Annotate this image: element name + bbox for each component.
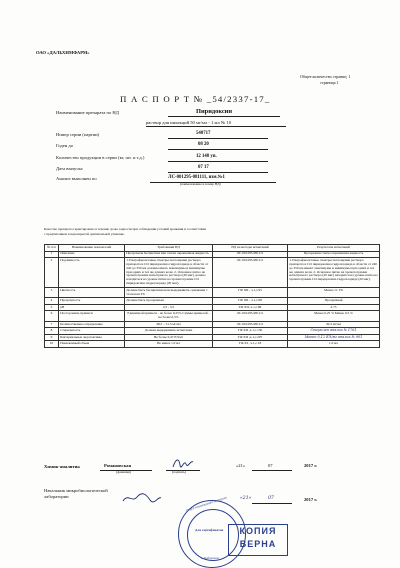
analysis-label: Анализ выполнен по	[56, 176, 97, 181]
chemist-date-day: «21»	[236, 463, 246, 468]
row-number: 1	[45, 251, 59, 258]
row-number: 9	[45, 334, 59, 341]
row-result: 1,0 мл	[288, 341, 380, 348]
table-row	[45, 311, 380, 321]
valid-until-value: 08 20	[198, 142, 209, 147]
chemist-label: Химик-аналитик	[44, 464, 80, 469]
chemist-date-month: 07	[268, 463, 273, 468]
row-result: Менее 0,12 ЕЭ/мг анализ № 901	[288, 334, 380, 341]
row-requirement: Должен выдерживать испытание	[125, 328, 213, 335]
row-method: ГФ XI , ч.1,с.18	[213, 341, 288, 348]
chemist-signature	[172, 456, 194, 470]
stamp-city: г. Хабаровск	[201, 556, 220, 560]
header-results: Результаты испытаний	[288, 245, 380, 252]
head-date-day: «21»	[240, 496, 252, 501]
row-number: 10	[45, 341, 59, 348]
row-number: 8	[45, 328, 59, 335]
row-requirement: 48,5 – 51,5 мг/мл	[125, 321, 213, 328]
row-result: Прозрачный	[288, 298, 380, 305]
row-requirement: 2,5 - 3,5	[125, 304, 213, 311]
row-indicator: Прозрачность	[59, 298, 125, 305]
row-requirement: Прозрачная бесцветная или слегка окрашенная жидкость	[125, 251, 213, 258]
row-result: 50,3 мг/мл	[288, 321, 380, 328]
head-date-year: 2017 г.	[304, 497, 318, 502]
row-result: Менее эт. Y6	[288, 287, 380, 297]
row-method: ЛС-001295-081111	[213, 321, 288, 328]
micro-head-label-2: лаборатории	[44, 494, 69, 499]
row-number: 2	[45, 258, 59, 288]
chemist-date-year: 2017 г.	[304, 463, 318, 468]
row-requirement: Единичной примеси - не более 0,25% Суммы примесей - не более 0,5%	[125, 311, 213, 321]
row-indicator: Подлинность	[59, 258, 125, 288]
analysis-table	[44, 244, 380, 348]
row-indicator: Посторонние примеси	[59, 311, 125, 321]
row-result: 2,75	[288, 304, 380, 311]
row-indicator: Количественное определение	[59, 321, 125, 328]
series-value: 540717	[196, 131, 211, 136]
table-row	[45, 287, 380, 297]
micro-head-label-1: Начальник микробиологической	[44, 488, 108, 493]
series-label: Номер серии (партии)	[56, 132, 100, 137]
row-method: ЛС-001295-081111	[213, 251, 288, 258]
row-requirement: Не более 0,47 ЕЭ/мг	[125, 334, 213, 341]
header-indicator: Наименование показателей	[59, 245, 125, 252]
row-number: 3	[45, 287, 59, 297]
drug-form-value: раствор для инъекций 50 мг/мл - 1 мл № 10	[146, 120, 231, 125]
row-method: ГФ XII, ч.1,с.89	[213, 304, 288, 311]
row-requirement: 1.Ультрафиолетовые спектры поглощения раствора препарата и СО пиридоксина гидрохлорида в области от 240 до 350 нм должны иметь максимумы и минимумы при одних и тех же длинах волн. 2. Основное пятно на хроматограмме испытуемого раствора (20 мкг) должно находиться на уровне пятна на хроматограмме СО пиридоксина гидрохлорида (20 мкг).	[125, 258, 213, 288]
head-signature	[122, 492, 162, 504]
quantity-value: 12 148 уп.	[196, 154, 217, 159]
chemist-name-caption: (фамилия)	[116, 470, 131, 474]
stamp-text-top: Отдел технического контроля	[185, 495, 228, 513]
row-result: Прозрачная слегка окрашенная жидкость	[288, 251, 380, 258]
page-number-note: страница 1	[320, 80, 339, 85]
copy-verified-stamp	[228, 524, 288, 556]
passport-title: П А С П О Р Т № _54/2337-17_	[120, 94, 271, 104]
copy-stamp-line1: КОПИЯ	[239, 526, 277, 536]
row-method: ГФ XII ,ч.1,с.150	[213, 328, 288, 335]
drug-name-label: Наименование препарата по НД	[56, 110, 119, 115]
head-date-month: 07	[268, 496, 274, 501]
row-result: Менее 0,25 % Менее 0,5 %	[288, 311, 380, 321]
stamp-text-mid: Для сертификатов	[195, 528, 224, 532]
header-number: № п/п	[45, 245, 59, 252]
row-method: ГФ XII , ч.1,с.95	[213, 287, 288, 297]
row-number: 5	[45, 304, 59, 311]
row-indicator: Цветность	[59, 287, 125, 297]
row-method: ГФ XII ,ч.1,с.207	[213, 334, 288, 341]
header-requirements: Требования НД	[125, 245, 213, 252]
quality-note-line1: Качество препарата гарантировано в течение срока годности при соблюдении условий хранения и соответствии	[44, 227, 206, 231]
row-indicator: Извлекаемый объем	[59, 341, 125, 348]
analysis-caption: (наименование и номер НД)	[180, 182, 221, 186]
analysis-value: ЛС-001295-081111, изм.№1	[168, 175, 225, 180]
row-method: ГФ XII , ч.1,с.98	[213, 298, 288, 305]
release-date-label: Дата выпуска	[56, 166, 83, 171]
organization-name: ОАО «ДАЛЬХИМФАРМ»	[36, 50, 90, 55]
row-method: ЛС-001295-081111	[213, 311, 288, 321]
release-date-value: 07 17	[198, 165, 209, 170]
row-method: ЛС-001295-081111	[213, 258, 288, 288]
row-requirement: Должен быть прозрачным	[125, 298, 213, 305]
header-methods: НД на методы испытаний	[213, 245, 288, 252]
row-requirement: Не менее 1,0 мл	[125, 341, 213, 348]
table-row	[45, 258, 380, 288]
drug-name-value: Пиридоксин	[196, 108, 233, 115]
row-indicator: рН	[59, 304, 125, 311]
row-result: Стерилен анализ № 1761	[288, 328, 380, 335]
row-indicator: Бактериальные эндотоксины	[59, 334, 125, 341]
row-result: 1.Ультрафиолетовые спектры поглощения раствора препарата и СО пиридоксина гидрохлорида в области от 240 до 350 нм имеют максимумы и минимумы при одних и тех же длинах волн. 2. Основное пятно на хроматограмме испытуемого раствора (20 мкг) находится на уровне пятна на хроматограмме СО пиридоксина гидрохлорида (20 мкг).	[288, 258, 380, 288]
valid-until-label: Годен до	[56, 143, 74, 148]
table-row	[45, 341, 380, 348]
row-number: 6	[45, 311, 59, 321]
copy-stamp-line2: ВЕРНА	[239, 539, 277, 549]
chemist-sign-caption: (подпись)	[172, 470, 187, 474]
chemist-name: Романовская	[104, 463, 132, 468]
row-number: 4	[45, 298, 59, 305]
row-indicator: Описание	[59, 251, 125, 258]
page-count-note: Общее количество страниц: 1	[300, 74, 351, 79]
quality-note-line2: с предписанием в нераскрытой оригинальной упаковке.	[44, 232, 125, 236]
quantity-label: Количество продукции в серии (кг, шт. и т.д.)	[56, 155, 145, 160]
row-indicator: Стерильность	[59, 328, 125, 335]
row-number: 7	[45, 321, 59, 328]
row-requirement: Должен быть бесцветным или выдерживать сравнение с эталоном Y6	[125, 287, 213, 297]
